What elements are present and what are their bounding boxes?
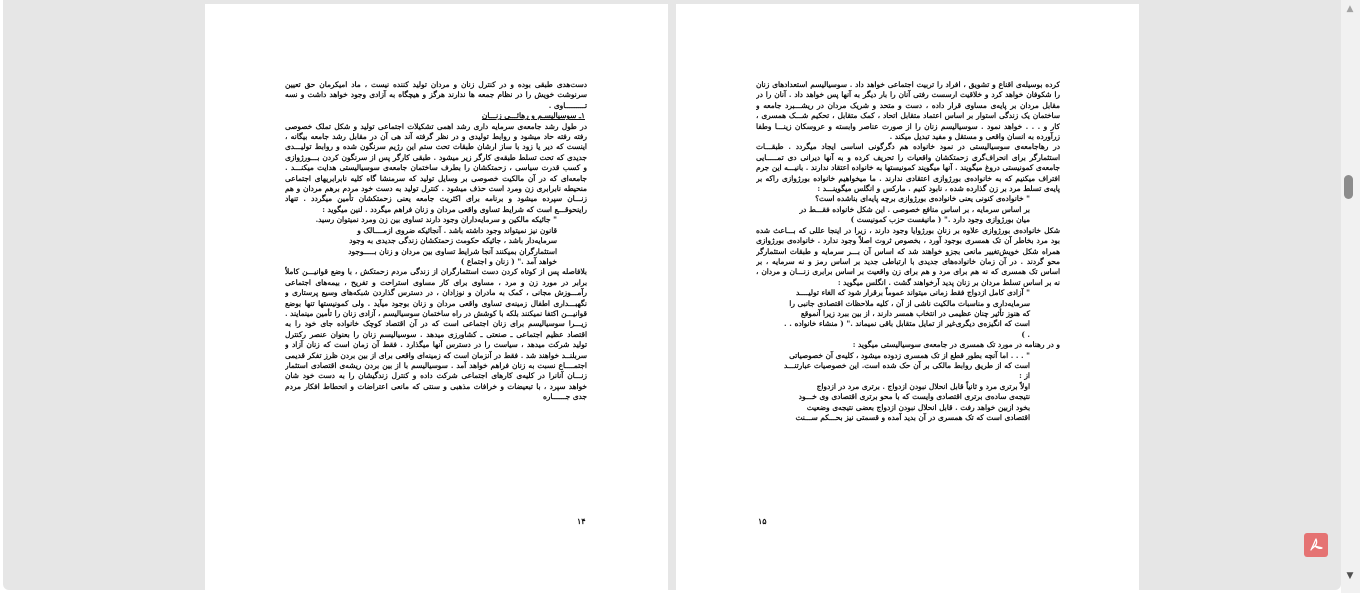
paragraph: دست‌هدی طبقی بوده و در کنترل زنان و مردان تولید کننده نیست ، ماد امیکرمان حق تعیین سرنوشت خویش را در نظام جمعه ها ندارند هرگز و هیچگاه به آزادی وجود خواهد داشت و نسه تـــــــــاوی . [285, 80, 587, 110]
vertical-scrollbar[interactable] [1341, 0, 1360, 593]
paragraph: و در رهنامه در مورد تک همسری در جامعه‌ی سوسیالیستی میگوید : [852, 340, 1060, 350]
pdf-viewer[interactable] [3, 0, 1341, 590]
quotation [285, 215, 587, 267]
quotation [756, 194, 1060, 225]
quote-line: " خانواده‌ی کنونی یعنی خانواده‌ی بورژوازی برچه پایه‌ای بناشده است؟ [815, 194, 1030, 204]
quotation [756, 288, 1060, 340]
scrollbar-thumb[interactable] [1344, 175, 1353, 199]
quotation [756, 351, 1060, 424]
page-number: ۱۵ [758, 516, 767, 526]
page-text [756, 80, 1060, 512]
paragraph: کرده بوسیله‌ی اقناع و تشویق ، افراد را تربیت اجتماعی خواهد داد . سوسیالیسم استعدادهای زنان را شکوفان خواهد کرد و خلاقیت ارسست رفتی آنان را بار دیگر به آنها پس خواهد داد . آنان را در مقابل مردان بر پایه‌ی مساوی قرار داده ، دست و متحد و شریک مردان در ریشـــبرد جامعه و ساختمان یک زندگی استوار بر اساس اعتماد متقابل اتحاد ، کمک متقابل ، تحکیم شـــک همسری ، کار و . . . خواهد نمود . سوسیالیسم زنان را از صورت عناصر وابسته و عروسکان زینـــا وطفا زرآورده به انسان واقعی و مستقل و مفید تبدیل میکند . [756, 80, 1060, 142]
quote-line: خواهد آمد ." ( زنان و اجتماع ) [460, 256, 557, 266]
scroll-down-arrow[interactable]: ▼ [1346, 571, 1354, 581]
quote-line: میان بورژوازی وجود دارد ." ( مانیفست حزب کمونیست ) [850, 215, 1030, 225]
quote-line: است که انگیزه‌ی دیگری‌غیر از تمایل متقابل باقی نمیماند ." ( منشاء خانواده . . . ) [784, 319, 1030, 339]
quote-line: " جائیکه مالکین و سرمایه‌داران وجود دارند تساوی بین زن ومرد نمیتوان رسید. [315, 215, 557, 225]
paragraph: در طول رشد جامعه‌ی سرمایه داری رشد اهمی تشکیلات اجتماعی تولید و شکل تملک خصوصی رفته رفته حاد میشود و روابط تولیدی و در نظر گرفته آند هی آن در مقابل رشد جامعه بیگانه ، اینست که دیر یا زود با ساز ارشان طبقات تحت ستم این رژیم سرنگون شده و روابط تولیـــدی جدیدی که تحت تسلط طبقه‌ی کارگر زیر میشود . طبقی کارگر پس از سرنگون کردن بـــورژوازی و کسب قدرت سیاسی ، زحمتکشان را بطرف ساختمان جامعه‌ی سوسیالیستی هدایت میکنـــد . جامعه‌ای که در آن مالکیت خصوصی بر وسایل تولید که سرمنشا گاه کلیه نابرابریهای اجتماعی منحیطه نابرابری زن ومرد است حذف میشود . کنترل تولید به دست خود مردم برهم مردان و هم زنـــان سپرده میشود و برنامه برای اکثریت جامعه یعنی زحمتکشان تأمین میگردد . تنهاد راینحوقـــع است که شرایط تساوی واقعی مردان و زنان فراهم میگردد . لنین میگوید : [285, 121, 587, 214]
paragraph: شکل خانواده‌ی بورژوازی علاوه بر زنان بورژوایا وجود دارند ، زیرا در اینجا عللی که بـــاعث شده بود مرد بخاطر آن تک همسری بوجود آورد ، بخصوص ثروت اصلاً وجود ندارد . خانواده‌ی بورژوازی همراه شکل خویش‌تغییر مانعی بجزو خواهند شد که اساس آن بـــر سرمایه و طبقات استثمارگر محو گردند . در آن زمان خانواده‌های جدیدی با ارتباطی جدید بر اساس رمز و نه سرمایه ، بر اساس تک همسری که نه هم برای مرد و هم برای زن واقعیت بر اساس برابری زنـــان و مردان ، نه بر اساس تسلط مردان بر زنان پدید آرخواهند گشت . انگلس میگوید : [756, 225, 1060, 287]
quote-line: " . . . اما آنچه بطور قطع از تک همسری زدوده میشود ، کلیه‌ی آن خصوصیاتی [789, 350, 1030, 360]
quote-line: اقتصادی است که تک همسری در آن بدید آمده و قسمتی نیز بحـــکم ســـنت [795, 413, 1030, 422]
page-number: ۱۴ [577, 516, 586, 526]
quote-line: قانون نیز نمیتواند وجود داشته باشد . آنجائیکه ضروی ازمــــالک و [357, 225, 557, 235]
quote-line: اولاً برتری مرد و ثانیاً قابل انحلال نبودن ازدواج . برتری مرد در ازدواج [816, 381, 1030, 391]
section-heading: ۱ـ سوسیالیسـم و رهائـــی زنـــان [481, 111, 585, 121]
pdf-icon [1308, 537, 1324, 553]
quote-line: نتیجه‌ی ساده‌ی برتری اقتصادی وایست که با محو برتری اقتصادی وی خـــود [798, 392, 1030, 402]
document-page-left [205, 4, 668, 590]
page-text [285, 80, 587, 512]
pdf-button[interactable] [1304, 533, 1328, 557]
quote-line: بر اساس سرمایه ، بر اساس منافع خصوصی . این شکل خانواده فقـــط در [799, 204, 1030, 214]
paragraph: در رهاجامعه‌ی سوسیالیستی در نمود خانواده هم دگرگونی اساسی ایجاد میگردد . طبقـــات استثمارگر برای انحراف‌گری زحمتکشان واقعیات را تحریف کرده و به آنها دیرانی دی تمـــــایی جامعه‌ی کمونیستی دروغ میگویند . آنها میگویند کمونیستها به خانواده اعتقاد ندارند . بانیـــه این جرم افتراف میکنیم که به خانواده‌ی بورژوازی اعتقادی ندارند . ما میخواهیم خانواده بورژوازی راکه بر پایه‌ی تسلط مرد بر زن گذارده شده ، نابود کنیم . مارکس و انگلس میگوینـــد : [756, 142, 1060, 194]
quote-line: است که از طریق روابط مالکی بر آن حک شده است. این خصوصیات عبارتنـــد از : [784, 360, 1030, 381]
document-page-right [676, 4, 1139, 590]
quote-line: " آزادی کامل ازدواج فقط زمانی میتواند عموماً برقرار شود که الغاء تولیــــد [796, 288, 1030, 298]
paragraph: بلافاصله پس از کوتاه کردن دست استثمارگران از زندگی مردم زحمتکش ، با وضع قوانیـــن کاملاً برابر در مورد زن و مرد ، مساوی برای کار مساوی استراحت و تفریح ، بیمه‌های اجتماعی رآمـــوزش مجانی ، کمک به مادران و نوزادان ، در دسترس گذاردن شبکه‌های وسیع پرستاری و نگهبـــداری اطفال زمینه‌ی تساوی واقعی مردان و زنان بوجود میآید . ولی کمونیستها تنها بوضع قوانیـــن اکتفا نمیکنند بلکه با کوشش در راه ساختمان سوسیالیسم ، آزادی زنان را تأمین مینمایند . زیـــرا سوسیالیسم برای زنان اجتماعی است که در آن اقتصاد کوچک خانواده جای خود را به اقتصاد عظیم اجتماعی ـ صنعتی ـ کشاورزی میدهد . سوسیالیسم زنان را بعنوان عنصر رکنترل تولید شرکت میدهد ، سیاست را در دسترس آنها میگذارد . فقط آن زمان است که زنان آزاد و سربلنــد خواهند شد . فقط در آنزمان است که زمینه‌ای واقعی برای از بین بردن ظرز تفکر قدیمی اجتمــــاع نسبت به زنان فراهم خواهد آمد . سوسیالیسم با از بین بردن ریشه‌ی اقتصادی استثمار زنـــان آنانرا در کلیه‌ی کارهای اجتماعی شرکت داده و کنترل زندگیشان را به دست خود شان خواهد سپرد ، با تبعیضات و خرافات مذهبی و سنتی که مانعی اعتراضات و انحطاط افکار مردم جدی جــــــاره [285, 267, 587, 402]
quote-line: سرمایه‌دار باشد ، جائیکه حکومت زحمتکشان زندگی جدیدی به وجود [349, 236, 557, 246]
scroll-up-arrow[interactable]: ▲ [1346, 4, 1354, 14]
quote-line: سرمایه‌داری و مناسبات مالکیت ناشی از آن ، کلیه ملاحظات اقتصادی جانبی را [789, 298, 1030, 308]
quote-line: استثمارگران بمیکنند آنجا شرایط تساوی بین مردان و زنان بـــــوجود [348, 246, 557, 256]
quote-line: بخود ازبین خواهد رفت . قابل انحلال نبودن ازدواج بعضی نتیجه‌ی وضعیت [806, 402, 1030, 412]
quote-line: که هنوز تأثیر چنان عظیمی در انتخاب همسر دارند ، از بین ببرد زیرا آنموقع [800, 308, 1030, 318]
